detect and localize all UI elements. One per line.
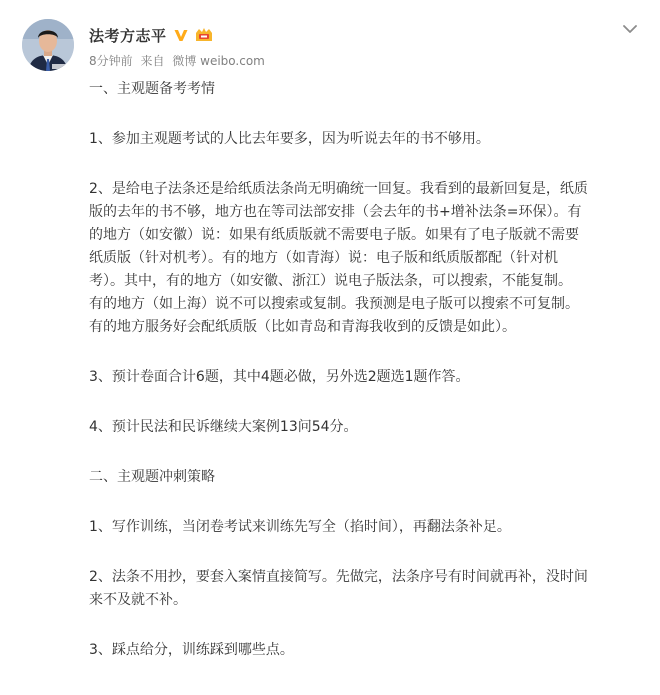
post-paragraph-2-line-1: 2、是给电子法条还是给纸质法条尚无明确统一回复。我看到的最新回复是，纸质	[89, 181, 588, 197]
section-heading-1: 一、主观题备考考情	[89, 81, 215, 97]
section-heading-2: 二、主观题冲刺策略	[89, 469, 215, 485]
post-time[interactable]: 8分钟前	[89, 54, 133, 68]
post-paragraph-2-line-2: 版的去年的书不够，地方也在等司法部安排（会去年的书+增补法条=环保）。有	[89, 204, 582, 220]
avatar-image	[22, 19, 74, 71]
post-paragraph-5: 1、写作训练，当闭卷考试来训练先写全（掐时间），再翻法条补足。	[89, 519, 511, 535]
post-paragraph-3: 3、预计卷面合计6题，其中4题必做，另外选2题选1题作答。	[89, 369, 470, 385]
member-level-icon[interactable]	[194, 27, 214, 43]
from-label: 来自	[140, 54, 165, 68]
post-paragraph-2-line-3: 的地方（如安徽）说：如果有纸质版就不需要电子版。如果有了电子版就不需要	[89, 227, 579, 243]
post-paragraph-2-line-6: 有的地方（如上海）说不可以搜索或复制。我预测是电子版可以搜索不可复制。	[89, 296, 579, 312]
post-paragraph-2-line-7: 有的地方服务好会配纸质版（比如青岛和青海我收到的反馈是如此）。	[89, 319, 516, 335]
name-row	[89, 24, 600, 46]
avatar[interactable]	[22, 19, 74, 71]
post-text	[89, 78, 641, 662]
post-paragraph-6-line-2: 来不及就不补。	[89, 592, 187, 608]
post-paragraph-7: 3、踩点给分，训练踩到哪些点。	[89, 642, 294, 658]
chevron-down-icon[interactable]	[622, 20, 638, 32]
post-paragraph-4: 4、预计民法和民诉继续大案例13问54分。	[89, 419, 358, 435]
username[interactable]: 法考方志平	[89, 26, 167, 45]
post-paragraph-6-line-1: 2、法条不用抄，要套入案情直接简写。先做完，法条序号有时间就再补，没时间	[89, 569, 588, 585]
post-header	[89, 24, 600, 69]
verified-v-icon[interactable]	[173, 27, 189, 43]
post-source[interactable]: 微博 weibo.com	[172, 54, 265, 68]
post-paragraph-2-line-5: 考）。其中，有的地方（如安徽、浙江）说电子版法条，可以搜索，不能复制。	[89, 273, 572, 289]
post-paragraph-1: 1、参加主观题考试的人比去年要多，因为听说去年的书不够用。	[89, 131, 490, 147]
post-meta	[89, 52, 600, 69]
post-paragraph-2-line-4: 纸质版（针对机考）。有的地方（如青海）说：电子版和纸质版都配（针对机	[89, 250, 558, 266]
